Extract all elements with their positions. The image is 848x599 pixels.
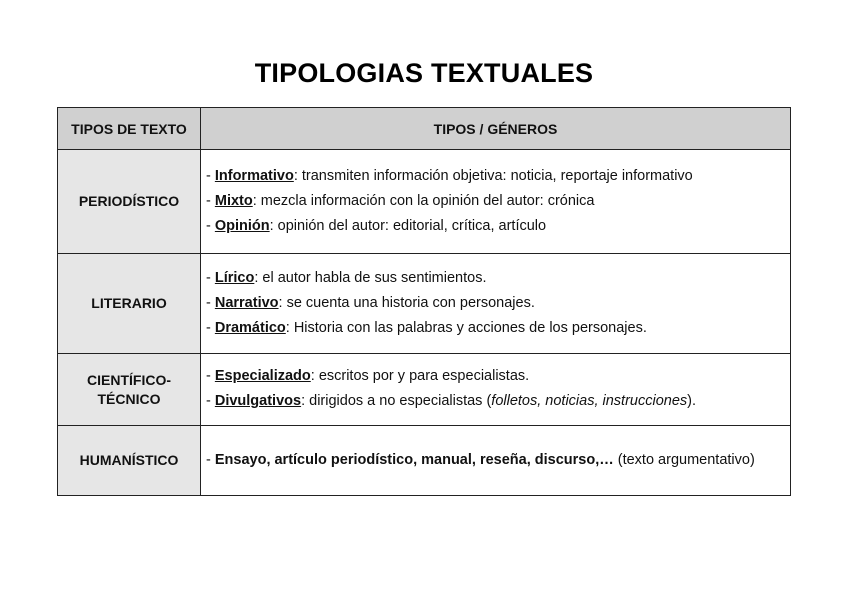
table-row (58, 354, 791, 426)
genre-term: Ensayo, artículo periodístico, manual, reseña, discurso,… (214, 451, 614, 468)
type-humanistico: HUMANÍSTICO (58, 426, 201, 496)
list-item: - Divulgativos: dirigidos a no especialistas (folletos, noticias, instrucciones). (206, 393, 696, 409)
list-item: - Dramático: Historia con las palabras y acciones de los personajes. (206, 319, 647, 336)
table-row (58, 150, 791, 254)
genres-periodistico (201, 150, 791, 254)
list-item: - Narrativo: se cuenta una historia con personajes. (206, 294, 535, 311)
genre-term: Informativo (214, 167, 294, 184)
genres-humanistico (201, 426, 791, 496)
genres-literario (201, 254, 791, 354)
table-row (58, 426, 791, 496)
genre-term: Lírico (214, 269, 255, 286)
list-item: - Informativo: transmiten información objetiva: noticia, reportaje informativo (206, 167, 693, 184)
genres-cientifico-tecnico (201, 354, 791, 426)
list-item: - Lírico: el autor habla de sus sentimientos. (206, 269, 487, 286)
genre-term: Opinión (214, 217, 270, 234)
text-typologies-table (57, 107, 791, 496)
table-row (58, 254, 791, 354)
genre-term: Divulgativos (214, 393, 302, 409)
list-item: - Especializado: escritos por y para especialistas. (206, 368, 530, 384)
type-literario: LITERARIO (58, 254, 201, 354)
list-item: - Opinión: opinión del autor: editorial, crítica, artículo (206, 217, 547, 234)
type-periodistico: PERIODÍSTICO (58, 150, 201, 254)
genre-term: Especializado (214, 368, 311, 384)
list-item: - Ensayo, artículo periodístico, manual, reseña, discurso,… (texto argumentativo) (206, 451, 755, 468)
genre-term: Narrativo (214, 294, 279, 311)
header-types-genres: TIPOS / GÉNEROS (201, 108, 791, 150)
header-text-types: TIPOS DE TEXTO (58, 108, 201, 150)
list-item: - Mixto: mezcla información con la opinión del autor: crónica (206, 192, 595, 209)
genre-term: Dramático (214, 319, 286, 336)
page-title: TIPOLOGIAS TEXTUALES (254, 58, 594, 88)
genre-term: Mixto (214, 192, 253, 209)
type-cientifico-tecnico: CIENTÍFICO- TÉCNICO (58, 354, 201, 426)
table-header-row (58, 108, 791, 150)
